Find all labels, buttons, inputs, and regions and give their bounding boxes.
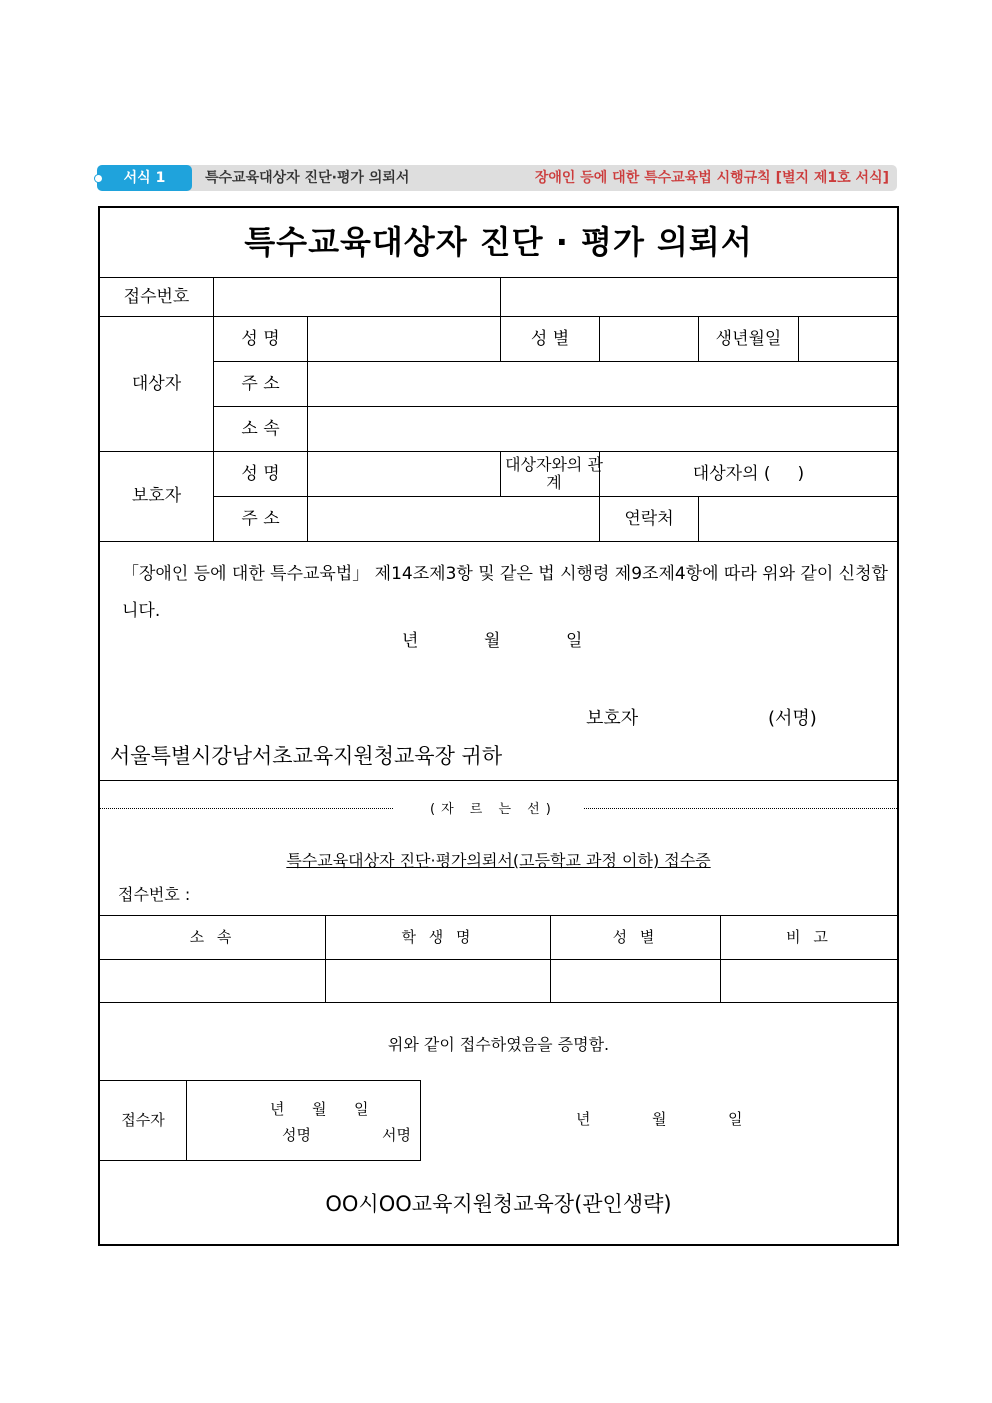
cut-line [584, 808, 897, 809]
receiver-month: 월 [312, 1100, 327, 1118]
application-month: 월 [484, 631, 501, 651]
divider [500, 277, 501, 317]
application-day: 일 [566, 631, 583, 651]
guardian-relation-field[interactable]: 대상자의 ( ) [692, 463, 805, 484]
divider [100, 780, 897, 781]
header-title: 특수교육대상자 진단·평가 의뢰서 [205, 170, 410, 186]
addressee: 서울특별시강남서초교육지원청교육장 귀하 [110, 744, 503, 768]
guardian-sign-label: 보호자 [586, 708, 639, 729]
application-year: 년 [402, 631, 419, 651]
divider [100, 1002, 897, 1003]
receipt-cell-student-name[interactable] [326, 960, 550, 1002]
divider [100, 541, 897, 542]
col-header-gender: 성 별 [612, 928, 659, 947]
guardian-group-label: 보호자 [131, 486, 182, 507]
divider [186, 1080, 187, 1160]
issue-year: 년 [576, 1110, 591, 1128]
receiver-label: 접수자 [121, 1111, 165, 1130]
law-reference: 장애인 등에 대한 특수교육법 시행규칙 [별지 제1호 서식] [534, 170, 889, 186]
subject-group-label: 대상자 [131, 373, 182, 394]
guardian-name-field[interactable] [308, 452, 500, 496]
subject-gender-field[interactable] [600, 317, 698, 361]
guardian-contact-label: 연락처 [624, 508, 674, 529]
guardian-signature-field[interactable]: (서명) [768, 708, 817, 729]
col-header-affiliation: 소 속 [189, 928, 236, 947]
receipt-title [100, 848, 897, 871]
issuer: OO시OO교육지원청교육장(관인생략) [325, 1192, 672, 1216]
receipt-number-label: 접수번호 : [118, 885, 191, 904]
guardian-name-label: 성 명 [241, 463, 280, 484]
subject-gender-label: 성 별 [530, 328, 570, 349]
subject-name-field[interactable] [308, 317, 500, 361]
divider [100, 1160, 420, 1161]
receiver-day: 일 [354, 1100, 369, 1118]
form-number-badge [97, 165, 192, 191]
form-title: 특수교육대상자 진단 · 평가 의뢰서 [244, 223, 753, 262]
subject-birthdate-label: 생년월일 [715, 328, 782, 349]
receipt-cell-affiliation[interactable] [100, 960, 325, 1002]
cut-line-label: (자 르 는 선) [430, 802, 557, 817]
certify-text: 위와 같이 접수하였음을 증명함. [387, 1035, 610, 1054]
guardian-contact-field[interactable] [699, 497, 897, 541]
issue-month: 월 [652, 1110, 667, 1128]
guardian-relation-label: 대상자와의 관계 [505, 455, 603, 492]
bullet-dot-icon [94, 174, 103, 183]
receiver-year: 년 [270, 1100, 285, 1118]
receipt-cell-gender[interactable] [551, 960, 720, 1002]
form-frame [98, 206, 899, 1246]
receipt-title-text: 특수교육대상자 진단·평가의뢰서(고등학교 과정 이하) 접수증 [286, 851, 711, 870]
subject-name-label: 성 명 [241, 328, 280, 349]
cut-line [100, 808, 393, 809]
receipt-cell-remarks[interactable] [721, 960, 897, 1002]
receiver-sign-label[interactable]: 서명 [382, 1126, 411, 1144]
divider [420, 1080, 421, 1161]
receipt-number-field[interactable] [214, 278, 500, 316]
receipt-number-label: 접수번호 [123, 286, 190, 307]
receiver-name-label[interactable]: 성명 [282, 1126, 311, 1144]
application-statement: 「장애인 등에 대한 특수교육법」 제14조제3항 및 같은 법 시행령 제9조제4항에 따라 위와 같이 신청합니다. [122, 564, 888, 621]
badge-label: 서식 1 [123, 170, 166, 186]
subject-affiliation-field[interactable] [308, 407, 897, 451]
guardian-address-label: 주 소 [241, 508, 280, 529]
col-header-student-name: 학 생 명 [401, 928, 475, 947]
issue-day: 일 [728, 1110, 743, 1128]
subject-address-label: 주 소 [241, 373, 280, 394]
subject-address-field[interactable] [308, 362, 897, 406]
subject-affiliation-label: 소 속 [241, 418, 280, 439]
form-header-bar [97, 165, 897, 191]
guardian-address-field[interactable] [308, 497, 599, 541]
col-header-remarks: 비 고 [786, 928, 832, 947]
subject-birthdate-field[interactable] [799, 317, 897, 361]
